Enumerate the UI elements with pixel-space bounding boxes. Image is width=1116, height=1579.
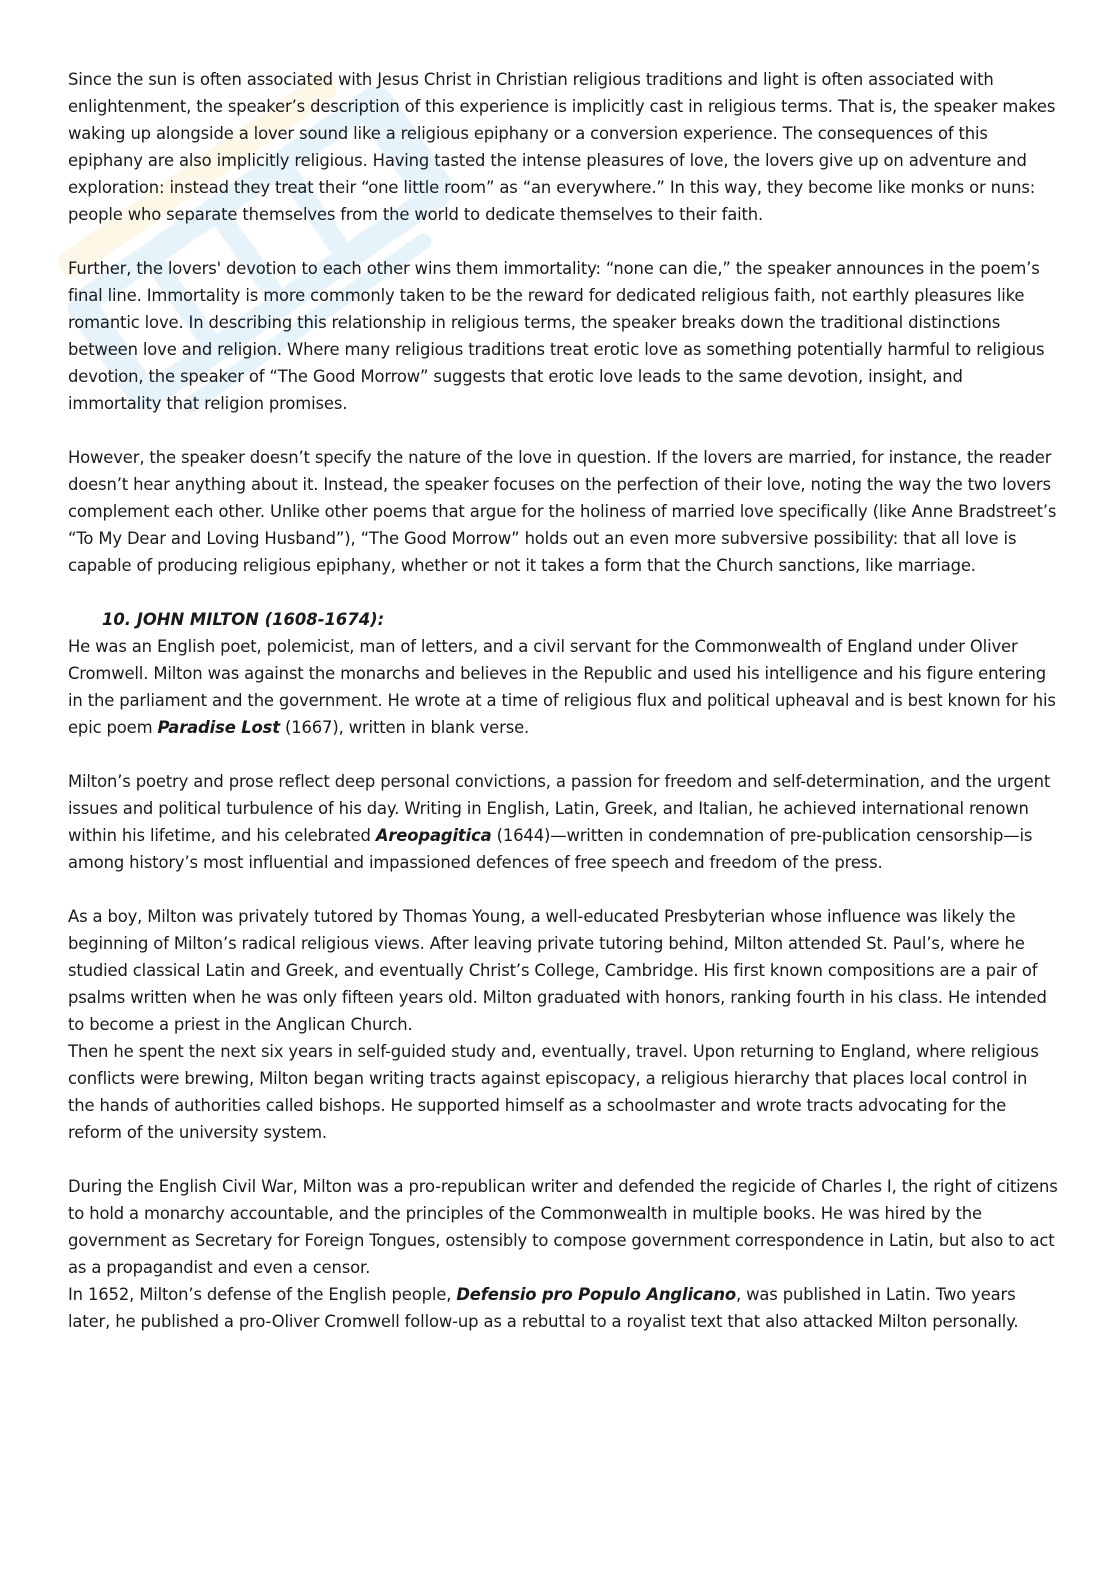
paragraph-immortality: Further, the lovers' devotion to each other wins them immortality: “none can die,” the speaker announces in the poem’s final line. Immortality is more commonly taken to be the reward for dedicated religious faith, not earthly pleasures like romantic love. In describing this relationship in religious terms, the speaker breaks down the traditional distinctions between love and religion. Where many religious traditions treat erotic love as something potentially harmful to religious devotion, the speaker of “The Good Morrow” suggests that erotic love leads to the same devotion, insight, and immortality that religion promises. (68, 259, 1045, 413)
paragraph-nature-of-love: However, the speaker doesn’t specify the nature of the love in question. If the lovers are married, for instance, the reader doesn’t hear anything about it. Instead, the speaker focuses on the perfection of their love, noting the way the two lovers complement each other. Unlike other poems that argue for the holiness of married love specifically (like Anne Bradstreet’s “To My Dear and Loving Husband”), “The Good Morrow” holds out an even more subversive possibility: that all love is capable of producing religious epiphany, whether or not it takes a form that the Church sanctions, like marriage. (68, 448, 1057, 575)
section-heading-john-milton: 10. JOHN MILTON (1608-1674): (102, 610, 385, 629)
paragraph-milton-travel: Then he spent the next six years in self-guided study and, eventually, travel. Upon returning to England, where religious conflicts were brewing, Milton began writing tracts against episcopacy, a religious hierarchy that places local control in the hands of authorities called bishops. He supported himself as a schoolmaster and wrote tracts advocating for the reform of the university system. (68, 1042, 1039, 1142)
paragraph-milton-civil-war: During the English Civil War, Milton was a pro-republican writer and defended the regicide of Charles I, the right of citizens to hold a monarchy accountable, and the principles of the Commonwealth in multiple books. He was hired by the government as Secretary for Foreign Tongues, ostensibly to compose government correspondence in Latin, but also to act as a propagandist and even a censor. (68, 1177, 1058, 1277)
work-title-paradise-lost: Paradise Lost (157, 718, 280, 737)
paragraph-milton-bio: He was an English poet, polemicist, man of letters, and a civil servant for the Commonwealth of England under Oliver Cromwell. Milton was against the monarchs and believes in the Republic and used his intelligence and his figure entering in the parliament and the government. He wrote at a time of religious flux and political upheaval and is best known for his epic poem Paradise Lost (1667), written in blank verse. (68, 637, 1056, 737)
document-body (68, 66, 1058, 1362)
paragraph-milton-education: As a boy, Milton was privately tutored by Thomas Young, a well-educated Presbyterian whose influence was likely the beginning of Milton’s radical religious views. After leaving private tutoring behind, Milton attended St. Paul’s, where he studied classical Latin and Greek, and eventually Christ’s College, Cambridge. His first known compositions are a pair of psalms written when he was only fifteen years old. Milton graduated with honors, ranking fourth in his class. He intended to become a priest in the Anglican Church. (68, 907, 1047, 1034)
work-title-defensio: Defensio pro Populo Anglicano (456, 1285, 737, 1304)
paragraph-milton-poetry-prose: Milton’s poetry and prose reflect deep personal convictions, a passion for freedom and self-determination, and the urgent issues and political turbulence of his day. Writing in English, Latin, Greek, and Italian, he achieved international renown within his lifetime, and his celebrated Areopagitica (1644)—written in condemnation of pre-publication censorship—is among history’s most influential and impassioned defences of free speech and freedom of the press. (68, 772, 1051, 872)
paragraph-sun-symbolism: Since the sun is often associated with Jesus Christ in Christian religious traditions and light is often associated with enlightenment, the speaker’s description of this experience is implicitly cast in religious terms. That is, the speaker makes waking up alongside a lover sound like a religious epiphany or a conversion experience. The consequences of this epiphany are also implicitly religious. Having tasted the intense pleasures of love, the lovers give up on adventure and exploration: instead they treat their “one little room” as “an everywhere.” In this way, they become like monks or nuns: people who separate themselves from the world to dedicate themselves to their faith. (68, 70, 1056, 224)
work-title-areopagitica: Areopagitica (375, 826, 492, 845)
paragraph-milton-defensio: In 1652, Milton’s defense of the English people, Defensio pro Populo Anglicano, was published in Latin. Two years later, he published a pro-Oliver Cromwell follow-up as a rebuttal to a royalist text that also attacked Milton personally. (68, 1285, 1019, 1331)
